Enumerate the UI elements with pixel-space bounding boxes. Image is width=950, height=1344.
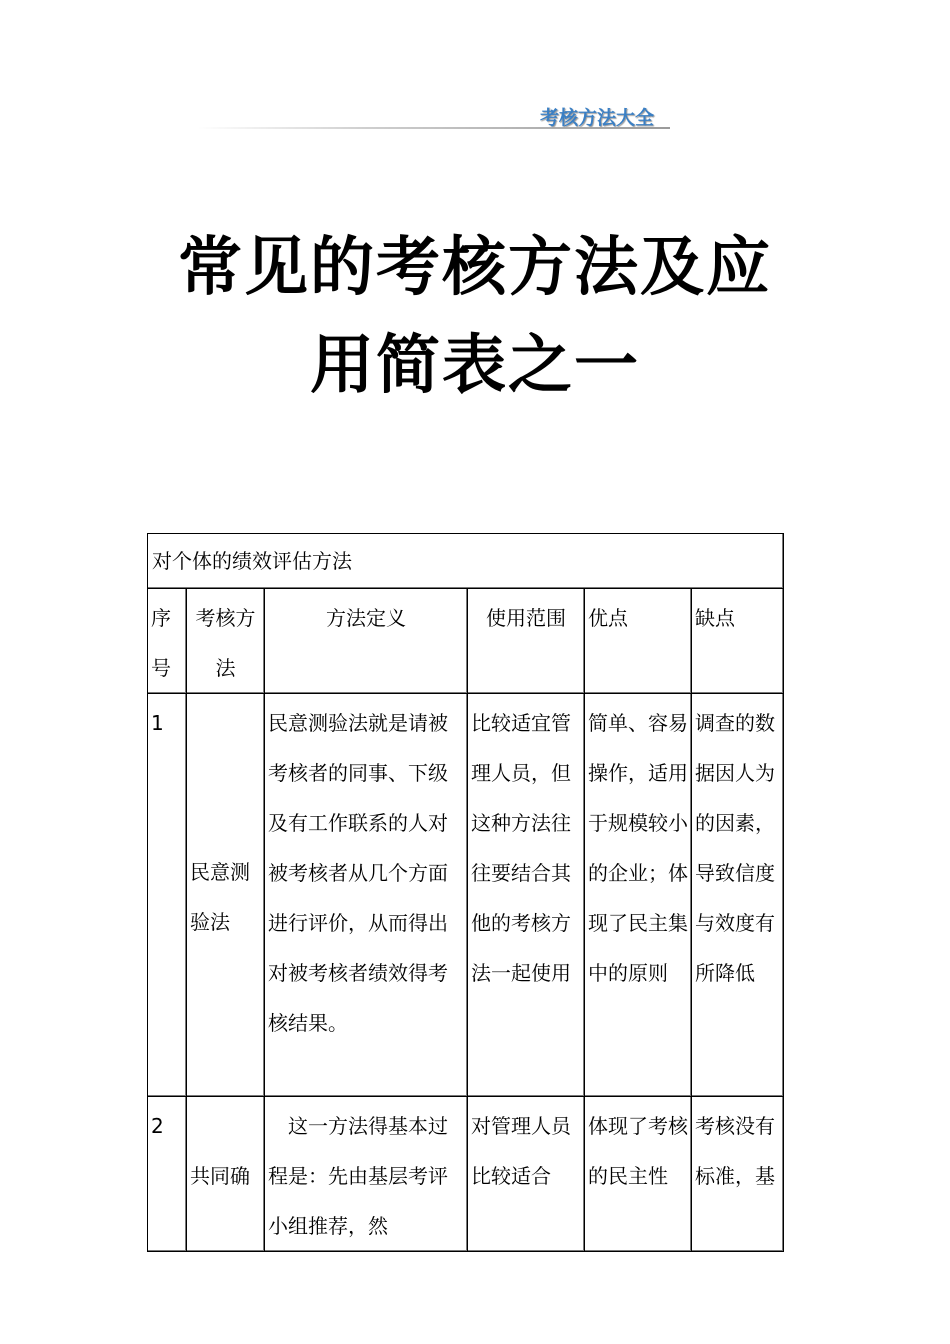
row-pros: 简单、容易操作，适用于规模较小的企业；体现了民主集中的原则: [585, 694, 692, 1097]
row-number: 1: [148, 694, 187, 1097]
row-pros: 体现了考核的民主性: [585, 1097, 692, 1252]
header-cell-cons: 缺点: [692, 589, 784, 694]
header-cell-pros: 优点: [585, 589, 692, 694]
row-scope: 对管理人员比较适合: [468, 1097, 585, 1252]
header-cell-method: 考核方法: [187, 589, 265, 694]
table-row: [148, 694, 784, 1097]
table-caption-row: [148, 534, 784, 589]
row-definition: 这一方法得基本过程是：先由基层考评小组推荐，然: [265, 1097, 468, 1252]
methods-table: [147, 533, 784, 1252]
row-cons: 调查的数据因人为的因素，导致信度与效度有所降低: [692, 694, 784, 1097]
header-cell-no: 序号: [148, 589, 187, 694]
row-scope: 比较适宜管理人员，但这种方法往往要结合其他的考核方法一起使用: [468, 694, 585, 1097]
row-cons: 考核没有标准，基: [692, 1097, 784, 1252]
row-method: 民意测验法: [187, 694, 265, 1097]
row-number: 2: [148, 1097, 187, 1252]
document-title-line-1: 常见的考核方法及应: [178, 231, 772, 305]
table-header-row: [148, 589, 784, 694]
header-cell-scope: 使用范围: [468, 589, 585, 694]
table-caption: 对个体的绩效评估方法: [148, 534, 784, 589]
row-definition: 民意测验法就是请被考核者的同事、下级及有工作联系的人对被考核者从几个方面进行评价，从而得出对被考核者绩效得考核结果。: [265, 694, 468, 1097]
running-header: 考核方法大全: [540, 107, 655, 129]
header-cell-definition: 方法定义: [265, 589, 468, 694]
table-row: [148, 1097, 784, 1252]
row-method: 共同确: [187, 1097, 265, 1252]
document-title-line-2: 用简表之一: [310, 329, 640, 403]
